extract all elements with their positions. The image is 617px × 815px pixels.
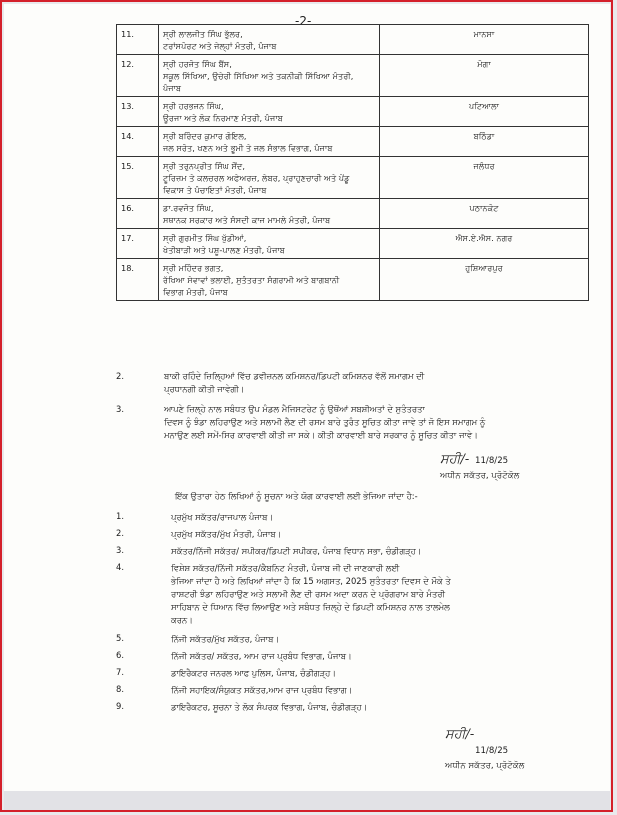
minister-cell xyxy=(159,229,380,259)
district-cell: ਪਟਿਆਲਾ xyxy=(380,97,589,127)
para2-line: ਬਾਕੀ ਰਹਿੰਦੇ ਜ਼ਿਲ੍ਹਿਆਂ ਵਿੱਚ ਡਵੀਜ਼ਨਲ ਕਮਿਸ਼ਨਰ/ਡਿਪਟੀ ਕਮਿਸ਼ਨਰ ਵੱਲੋਂ ਸਮਾਗਮ ਦੀ xyxy=(164,371,425,381)
row-number: 14. xyxy=(117,127,159,157)
document-page xyxy=(4,4,610,791)
copy-recipient xyxy=(171,528,546,541)
minister-line: ਸਕੂਲ ਸਿੱਖਿਆ, ਉਚੇਰੀ ਸਿੱਖਿਆ ਅਤੇ ਤਕਨੀਕੀ ਸਿੱਖਿਆ ਮੰਤਰੀ, xyxy=(163,71,354,81)
row-number: 12. xyxy=(117,55,159,97)
minister-line: ਵਿਕਾਸ ਤੇ ਪੰਚਾਇਤਾਂ ਮੰਤਰੀ, ਪੰਜਾਬ xyxy=(163,185,267,195)
minister-cell xyxy=(159,199,380,229)
minister-cell xyxy=(159,97,380,127)
list-item xyxy=(116,511,546,524)
list-item xyxy=(116,650,546,663)
minister-cell xyxy=(159,127,380,157)
district-cell: ਪਠਾਨਕੋਟ xyxy=(380,199,589,229)
copy-recipient xyxy=(171,667,546,680)
para3-line: ਦਿਵਸ ਨੂੰ ਝੰਡਾ ਲਹਿਰਾਉਣ ਅਤੇ ਸਲਾਮੀ ਲੈਣ ਦੀ ਰਸਮ ਬਾਰੇ ਤੁਰੰਤ ਸੂਚਿਤ ਕੀਤਾ ਜਾਵੇ ਤਾਂ ਜੋ ਇਸ ਸਮਾਗਮ ਨੂੰ xyxy=(164,417,486,427)
copy-number: 2. xyxy=(116,528,124,538)
copies-list xyxy=(116,511,546,714)
minister-line: ਖੇਤੀਬਾੜੀ ਅਤੇ ਪਸ਼ੂ-ਪਾਲਣ ਮੰਤਰੀ, ਪੰਜਾਬ xyxy=(163,245,285,255)
table-row xyxy=(117,55,589,97)
list-item xyxy=(116,701,546,714)
copy-line: ਭੇਜਿਆ ਜਾਂਦਾ ਹੈ ਅਤੇ ਲਿਖਿਆਂ ਜਾਂਦਾ ਹੈ ਕਿ 15 ਅਗਸਤ, 2025 ਸੁਤੰਤਰਤਾ ਦਿਵਸ ਦੇ ਮੌਕੇ ਤੇ xyxy=(171,576,451,586)
viewer-bottom-bar xyxy=(4,791,610,810)
table-row xyxy=(117,229,589,259)
minister-line: ਡਾ.ਰਵਜੋਤ ਸਿੰਘ, xyxy=(163,203,214,213)
copy-line: ਡਾਇਰੈਕਟਰ, ਸੂਚਨਾ ਤੇ ਲੋਕ ਸੰਪਰਕ ਵਿਭਾਗ, ਪੰਜਾਬ, ਚੰਡੀਗੜ੍ਹ। xyxy=(171,702,368,712)
copy-line: ਡਾਇਰੈਕਟਰ ਜਨਰਲ ਆਫ ਪੁਲਿਸ, ਪੰਜਾਬ, ਚੰਡੀਗੜ੍ਹ। xyxy=(171,668,336,678)
minister-line: ਸ੍ਰੀ ਹਰਜੋਤ ਸਿੰਘ ਬੈਂਸ, xyxy=(163,59,232,69)
copy-line: ਪ੍ਰਮੁੱਖ ਸਕੱਤਰ/ਮੁੱਖ ਮੰਤਰੀ, ਪੰਜਾਬ। xyxy=(171,529,282,539)
signature1-date: 11/8/25 xyxy=(475,456,509,466)
minister-line: ਜਲ ਸਰੋਤ, ਖਣਨ ਅਤੇ ਭੂਮੀ ਤੇ ਜਲ ਸੰਭਾਲ ਵਿਭਾਗ, ਪੰਜਾਬ xyxy=(163,143,333,153)
para2-number: 2. xyxy=(116,371,124,381)
signature2-date: 11/8/25 xyxy=(475,746,509,756)
row-number: 16. xyxy=(117,199,159,229)
signature2-title: ਅਧੀਨ ਸਕੱਤਰ, ਪ੍ਰੋਟੋਕੋਲ xyxy=(445,761,525,771)
minister-line: ਵਿਭਾਗ ਮੰਤਰੀ, ਪੰਜਾਬ xyxy=(163,287,228,297)
table-row xyxy=(117,25,589,55)
district-cell: ਬਠਿੰਡਾ xyxy=(380,127,589,157)
copy-recipient xyxy=(171,562,546,627)
copy-line: ਰਾਸ਼ਟਰੀ ਝੰਡਾ ਲਹਿਰਾਉਣ ਅਤੇ ਸਲਾਮੀ ਲੈਣ ਦੀ ਰਸਮ ਅਦਾ ਕਰਨ ਦੇ ਪ੍ਰੋਗਰਾਮ ਬਾਰੇ ਮੰਤਰੀ xyxy=(171,589,445,599)
district-cell: ਹੁਸ਼ਿਆਰਪੁਰ xyxy=(380,259,589,301)
district-cell: ਮੋਗਾ xyxy=(380,55,589,97)
copy-number: 1. xyxy=(116,511,124,521)
copy-number: 5. xyxy=(116,633,124,643)
minister-line: ਪੰਜਾਬ xyxy=(163,83,182,93)
copy-line: ਕਰਨ। xyxy=(171,615,193,625)
signature2-scribble: ਸਹੀ/- xyxy=(445,727,475,742)
minister-cell xyxy=(159,157,380,199)
table-row xyxy=(117,157,589,199)
endorsement-line: ਇੱਕ ਉਤਾਰਾ ਹੇਠ ਲਿਖਿਆਂ ਨੂੰ ਸੂਚਨਾ ਅਤੇ ਯੋਗ ਕਾਰਵਾਈ ਲਈ ਭੇਜਿਆ ਜਾਂਦਾ ਹੈ:- xyxy=(175,491,418,501)
list-item xyxy=(116,528,546,541)
minister-line: ਸ੍ਰੀ ਹਰਭਜਨ ਸਿੰਘ, xyxy=(163,101,224,111)
copy-recipient xyxy=(171,701,546,714)
district-cell: ਐਸ.ਏ.ਐਸ. ਨਗਰ xyxy=(380,229,589,259)
para2-line: ਪ੍ਰਧਾਨਗੀ ਕੀਤੀ ਜਾਵੇਗੀ। xyxy=(164,384,245,394)
table-row xyxy=(117,97,589,127)
minister-line: ਸ੍ਰੀ ਬਰਿੰਦਰ ਕੁਮਾਰ ਗੋਇਲ, xyxy=(163,131,247,141)
copy-number: 8. xyxy=(116,684,124,694)
copy-line: ਨਿੱਜੀ ਸਕੱਤਰ/ ਸਕੱਤਰ, ਆਮ ਰਾਜ ਪ੍ਰਬੰਧ ਵਿਭਾਗ, ਪੰਜਾਬ। xyxy=(171,651,352,661)
row-number: 18. xyxy=(117,259,159,301)
list-item xyxy=(116,562,546,627)
minister-line: ਰੱਖਿਆ ਸੇਵਾਵਾਂ ਭਲਾਈ, ਸੁਤੰਤਰਤਾ ਸੰਗਰਾਮੀ ਅਤੇ ਬਾਗਬਾਨੀ xyxy=(163,275,340,285)
para3-line: ਮਨਾਉਣ ਲਈ ਸਮੇਂ-ਸਿਰ ਕਾਰਵਾਈ ਕੀਤੀ ਜਾ ਸਕੇ। ਕੀਤੀ ਕਾਰਵਾਈ ਬਾਰੇ ਸਰਕਾਰ ਨੂੰ ਸੂਚਿਤ ਕੀਤਾ ਜਾਵੇ। xyxy=(164,430,478,440)
copy-line: ਸਕੱਤਰ/ਨਿੱਜੀ ਸਕੱਤਰ/ ਸਪੀਕਰ/ਡਿਪਟੀ ਸਪੀਕਰ, ਪੰਜਾਬ ਵਿਧਾਨ ਸਭਾ, ਚੰਡੀਗੜ੍ਹ। xyxy=(171,546,422,556)
copy-line: ਨਿੱਜੀ ਸਹਾਇਕ/ਸੰਯੁਕਤ ਸਕੱਤਰ,ਆਮ ਰਾਜ ਪ੍ਰਬੰਧ ਵਿਭਾਗ। xyxy=(171,685,353,695)
copy-recipient xyxy=(171,545,546,558)
copy-recipient xyxy=(171,511,546,524)
minister-cell xyxy=(159,55,380,97)
row-number: 13. xyxy=(117,97,159,127)
minister-district-table xyxy=(116,24,589,301)
minister-line: ਸਥਾਨਕ ਸਰਕਾਰ ਅਤੇ ਸੰਸਦੀ ਕਾਜ ਮਾਮਲੇ ਮੰਤਰੀ, ਪੰਜਾਬ xyxy=(163,215,331,225)
copy-line: ਪ੍ਰਮੁੱਖ ਸਕੱਤਰ/ਰਾਜਪਾਲ ਪੰਜਾਬ। xyxy=(171,512,274,522)
para3-line: ਆਪਣੇ ਜ਼ਿਲ੍ਹੇ ਨਾਲ ਸਬੰਧਤ ਉਪ ਮੰਡਲ ਮੈਜਿਸਟਰੇਟ ਨੂੰ ਉਥੋਂਆਂ ਸਬਸ਼ੀਅਤਾਂ ਦੇ ਸੁਤੰਤਰਤਾ xyxy=(164,404,425,414)
copy-number: 7. xyxy=(116,667,124,677)
minister-cell xyxy=(159,259,380,301)
table-row xyxy=(117,127,589,157)
para2-text xyxy=(164,370,544,396)
list-item xyxy=(116,684,546,697)
para3-number: 3. xyxy=(116,404,124,414)
minister-line: ਸ੍ਰੀ ਗੁਰਮੀਤ ਸਿੰਘ ਖੁੱਡੀਆਂ, xyxy=(163,233,247,243)
signature1-scribble: ਸਹੀ/- xyxy=(440,452,470,467)
copy-number: 4. xyxy=(116,562,124,572)
row-number: 11. xyxy=(117,25,159,55)
minister-line: ਸ੍ਰੀ ਲਾਲਜੀਤ ਸਿੰਘ ਭੁੱਲਰ, xyxy=(163,29,243,39)
table-row xyxy=(117,199,589,229)
minister-line: ਸ੍ਰੀ ਮਹਿੰਦਰ ਭਗਤ, xyxy=(163,263,224,273)
minister-line: ਊਰਜਾ ਅਤੇ ਲੋਕ ਨਿਰਮਾਣ ਮੰਤਰੀ, ਪੰਜਾਬ xyxy=(163,113,283,123)
para3-text xyxy=(164,403,544,442)
minister-line: ਟਰਾਂਸਪੋਰਟ ਅਤੇ ਜੇਲ੍ਹਾਂ ਮੰਤਰੀ, ਪੰਜਾਬ xyxy=(163,41,277,51)
minister-cell xyxy=(159,25,380,55)
district-cell: ਮਾਨਸਾ xyxy=(380,25,589,55)
copy-recipient xyxy=(171,684,546,697)
row-number: 17. xyxy=(117,229,159,259)
signature1-title: ਅਧੀਨ ਸਕੱਤਰ, ਪ੍ਰੋਟੋਕੋਲ xyxy=(440,471,520,481)
row-number: 15. xyxy=(117,157,159,199)
minister-line: ਟੂਰਿਜ਼ਮ ਤੇ ਕਲਚਰਲ ਅਫੇਅਰਜ਼, ਲੇਬਰ, ਪ੍ਰਾਹੁਣਚਾਰੀ ਅਤੇ ਪੇਂਡੂ xyxy=(163,173,350,183)
copy-number: 3. xyxy=(116,545,124,555)
page-number: -2- xyxy=(295,14,312,28)
copy-line: ਨਿੱਜੀ ਸਕੱਤਰ/ਮੁੱਖ ਸਕੱਤਰ, ਪੰਜਾਬ। xyxy=(171,634,280,644)
copy-recipient xyxy=(171,650,546,663)
list-item xyxy=(116,667,546,680)
minister-line: ਸ੍ਰੀ ਤਰੁਨਪ੍ਰੀਤ ਸਿੰਘ ਸੌਂਦ, xyxy=(163,161,245,171)
copy-line: ਵਿਸ਼ੇਸ਼ ਸਕੱਤਰ/ਨਿੱਜੀ ਸਕੱਤਰ/ਕੈਬਨਿਟ ਮੰਤਰੀ, ਪੰਜਾਬ ਜੀ ਦੀ ਜਾਣਕਾਰੀ ਲਈ xyxy=(171,563,400,573)
district-cell: ਜਲੰਧਰ xyxy=(380,157,589,199)
list-item xyxy=(116,545,546,558)
copy-line: ਸਾਹਿਬਾਨ ਦੇ ਧਿਆਨ ਵਿੱਚ ਲਿਆਉਣ ਅਤੇ ਸਬੰਧਤ ਜ਼ਿਲ੍ਹੇ ਦੇ ਡਿਪਟੀ ਕਮਿਸ਼ਨਰ ਨਾਲ ਤਾਲਮੇਲ xyxy=(171,602,450,612)
list-item xyxy=(116,633,546,646)
copy-number: 6. xyxy=(116,650,124,660)
copy-recipient xyxy=(171,633,546,646)
table-row xyxy=(117,259,589,301)
copy-number: 9. xyxy=(116,701,124,711)
